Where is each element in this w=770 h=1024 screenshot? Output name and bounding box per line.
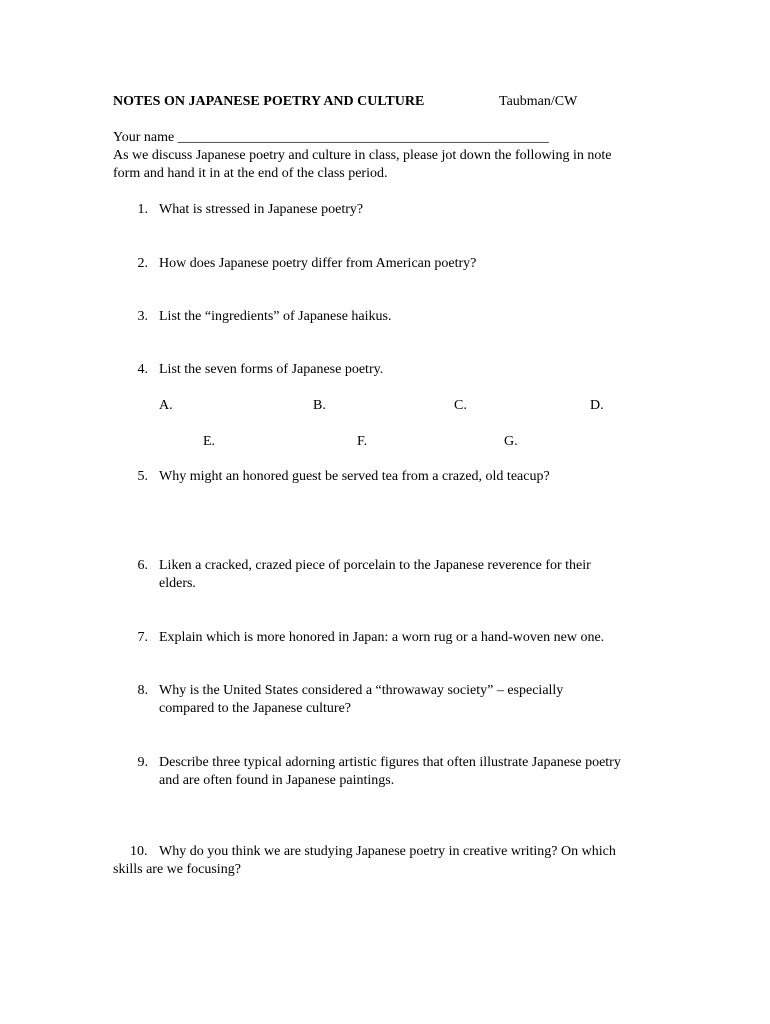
question-text: Why might an honored guest be served tea from a crazed, old teacup? — [159, 469, 550, 484]
question-number: 2. — [137, 256, 148, 271]
form-label-f: F. — [357, 434, 368, 449]
question-text: Explain which is more honored in Japan: a worn rug or a hand-woven new one. — [159, 630, 605, 645]
question-number: 4. — [137, 362, 148, 377]
question-number: 10. — [130, 844, 148, 859]
question-text-continued: and are often found in Japanese paintings. — [159, 773, 395, 788]
question-text-continued: compared to the Japanese culture? — [159, 701, 352, 716]
question-text-continued: elders. — [159, 576, 196, 591]
question-text: What is stressed in Japanese poetry? — [159, 202, 364, 217]
question-text: List the “ingredients” of Japanese haikus. — [159, 309, 392, 324]
name-blank: _____________________________________________________ — [177, 130, 549, 145]
question-number: 7. — [137, 630, 148, 645]
question-text: How does Japanese poetry differ from American poetry? — [159, 256, 477, 271]
form-label-g: G. — [504, 434, 518, 449]
question-text-continued: skills are we focusing? — [113, 862, 241, 877]
question-number: 6. — [137, 558, 148, 573]
instructions-line-2: form and hand it in at the end of the class period. — [113, 166, 388, 181]
question-number: 5. — [137, 469, 148, 484]
question-text: List the seven forms of Japanese poetry. — [159, 362, 384, 377]
question-text: Why is the United States considered a “throwaway society” – especially — [159, 683, 564, 698]
question-text: Describe three typical adorning artistic figures that often illustrate Japanese poetry — [159, 755, 621, 770]
instructions-line-1: As we discuss Japanese poetry and culture in class, please jot down the following in note — [113, 148, 612, 163]
question-number: 1. — [137, 202, 148, 217]
page-title: NOTES ON JAPANESE POETRY AND CULTURE — [113, 94, 425, 109]
author-label: Taubman/CW — [499, 94, 578, 109]
form-label-b: B. — [313, 398, 326, 413]
form-label-d: D. — [590, 398, 604, 413]
question-number: 9. — [137, 755, 148, 770]
form-label-e: E. — [203, 434, 216, 449]
name-label: Your name — [113, 130, 175, 145]
question-number: 8. — [137, 683, 148, 698]
form-label-c: C. — [454, 398, 467, 413]
question-text: Liken a cracked, crazed piece of porcelain to the Japanese reverence for their — [159, 558, 591, 573]
question-number: 3. — [137, 309, 148, 324]
form-label-a: A. — [159, 398, 173, 413]
question-text: Why do you think we are studying Japanese poetry in creative writing? On which — [159, 844, 616, 859]
name-line[interactable] — [113, 129, 549, 147]
